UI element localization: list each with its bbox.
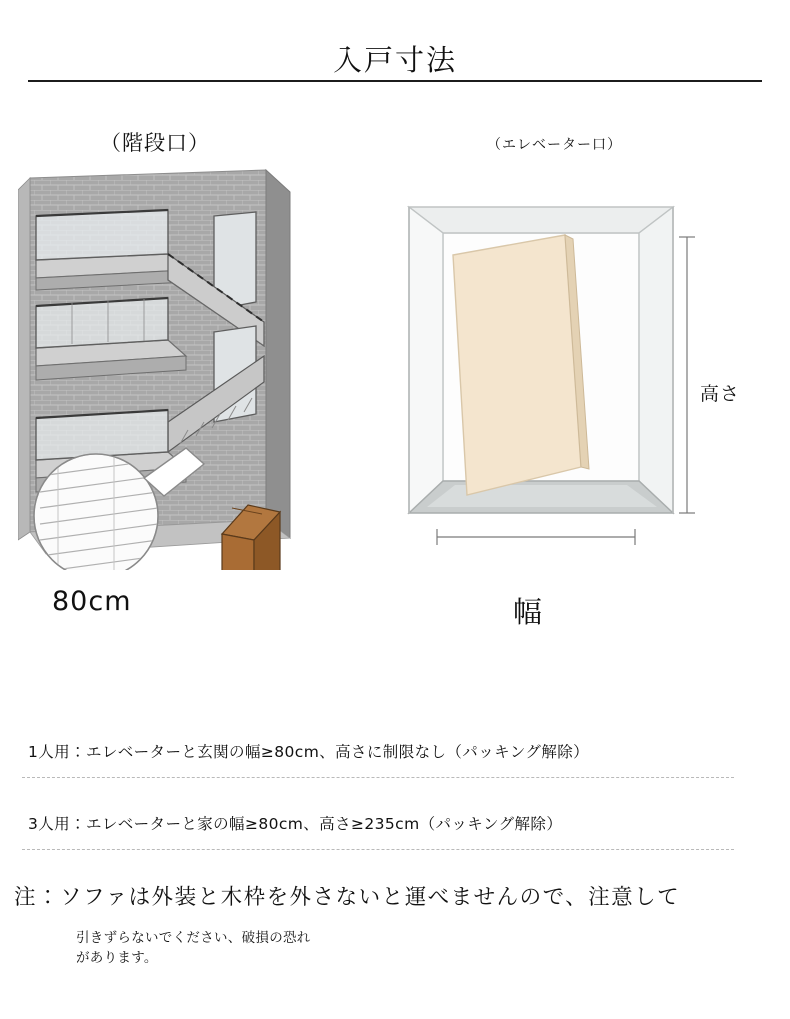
tilted-panel [453,235,589,495]
page-title [0,38,790,85]
page-title-text: 入戸寸法 [332,43,457,77]
warning-subtext-line1: 引きずらないでください、破損の恐れ [76,930,311,946]
stairwell-illustration [18,160,308,570]
stairs-width-label: 80cm [52,586,132,617]
warning-headline: 注：ソファは外装と木枠を外さないと運べませんので、注意して [14,885,681,910]
title-divider [28,80,762,82]
elevator-caption: （エレベーター口） [487,137,622,153]
width-dimension [437,529,635,545]
elevator-height-label: 高さ [700,383,741,405]
elevator-illustration [395,195,705,560]
warning-subtext [76,929,311,968]
elevator-width-label: 幅 [513,595,545,629]
height-dimension [679,237,695,513]
note-divider-1 [22,777,734,778]
note-three-person: 3人用：エレベーターと家の幅≥80cm、高さ≥235cm（パッキング解除） [28,815,563,833]
stairs-caption: （階段口） [100,131,210,155]
warning-subtext-line2: があります。 [76,949,158,966]
note-one-person: 1人用：エレベーターと玄関の幅≥80cm、高さに制限なし（パッキング解除） [28,743,590,761]
note-divider-2 [22,849,734,850]
